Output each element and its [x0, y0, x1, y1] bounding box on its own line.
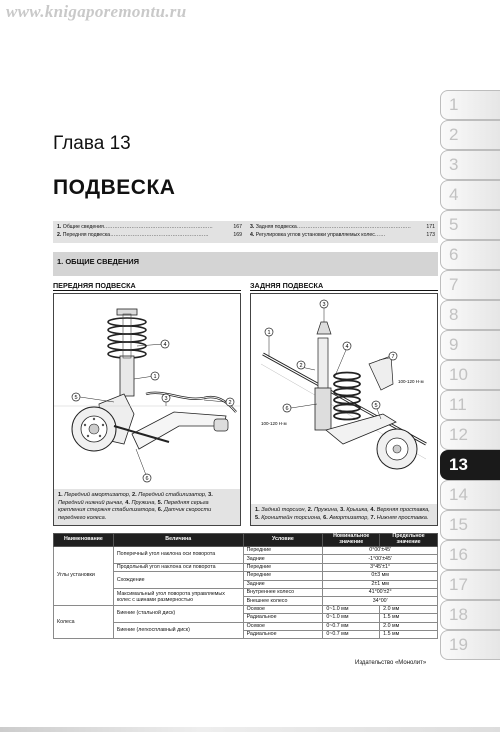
column-header: Величина	[113, 534, 243, 547]
callout-marker	[265, 328, 273, 336]
nominal-cell: 41°00'±2°	[323, 588, 438, 596]
toc-num: 3.	[250, 224, 255, 230]
chapter-tab-12[interactable]: 12	[440, 420, 500, 450]
front-suspension-heading: ПЕРЕДНЯЯ ПОДВЕСКА	[53, 281, 136, 290]
callout-number: 5	[374, 403, 378, 409]
toc-text: Общие сведения	[62, 224, 104, 230]
chapter-tab-4[interactable]: 4	[440, 180, 500, 210]
caption-number: 1.	[58, 492, 65, 499]
caption-text: Кронштейн торсиона,	[261, 514, 324, 521]
caption-number: 6.	[323, 514, 330, 521]
section-heading: 1. ОБЩИЕ СВЕДЕНИЯ	[53, 252, 438, 276]
limit-cell: 1.5 мм	[380, 630, 438, 638]
callout-number: 7	[391, 354, 395, 360]
callout-marker	[283, 404, 291, 412]
toc-page: 169	[233, 232, 242, 238]
callout-number: 1	[153, 374, 157, 380]
condition-cell: Радиальное	[243, 614, 323, 622]
condition-cell: Осевое	[243, 622, 323, 630]
toc-num: 4.	[250, 232, 255, 238]
callout-marker	[143, 474, 151, 482]
callout-number: 4	[345, 344, 349, 350]
caption-text: Амортизатор,	[329, 514, 371, 521]
callout-marker	[161, 340, 169, 348]
toc-column-left	[57, 223, 242, 239]
toc-page: 171	[426, 224, 435, 230]
limit-cell: 1.5 мм	[380, 614, 438, 622]
caption-number: 4.	[370, 507, 377, 514]
nominal-cell: 34°00'	[323, 597, 438, 605]
caption-text: Крышка,	[346, 507, 371, 514]
caption-text: Пружина,	[131, 499, 158, 506]
chapter-tab-16[interactable]: 16	[440, 540, 500, 570]
caption-text: Передний стабилизатор,	[138, 492, 209, 499]
caption-number: 2.	[307, 507, 314, 514]
rear-suspension-drawing	[251, 294, 438, 504]
caption-text: Пружина,	[313, 507, 341, 514]
callout-number: 1	[267, 330, 271, 336]
caption-text: Задний торсион,	[261, 507, 308, 514]
caption-number: 7.	[370, 514, 377, 521]
column-header: Условие	[243, 534, 323, 547]
column-header: Номинальное значение	[323, 534, 380, 547]
caption-number: 5.	[255, 514, 262, 521]
column-header: Наименование	[54, 534, 114, 547]
suspension-spec-table	[53, 533, 438, 639]
nominal-cell: 0~0.7 мм	[323, 630, 380, 638]
chapter-tab-17[interactable]: 17	[440, 570, 500, 600]
table-header-row	[54, 534, 438, 547]
chapter-tab-1[interactable]: 1	[440, 90, 500, 120]
table-row	[54, 605, 438, 613]
callout-number: 3	[322, 302, 326, 308]
callout-marker	[162, 394, 170, 402]
caption-number: 2.	[132, 492, 139, 499]
heading-rule	[250, 290, 438, 291]
chapter-tabs	[440, 90, 500, 660]
watermark: www.knigaporemontu.ru	[6, 2, 187, 21]
heading-rule	[53, 290, 241, 291]
chapter-tab-10[interactable]: 10	[440, 360, 500, 390]
quantity-cell: Биение (стальной диск)	[113, 605, 243, 622]
nominal-cell: 0°00'±45'	[323, 547, 438, 555]
condition-cell: Передние	[243, 563, 323, 571]
table-of-contents	[53, 221, 438, 243]
callout-marker	[343, 342, 351, 350]
chapter-tab-19[interactable]: 19	[440, 630, 500, 660]
nominal-cell: -1°00'±45'	[323, 555, 438, 563]
condition-cell: Осевое	[243, 605, 323, 613]
chapter-label: Глава 13	[53, 133, 131, 154]
front-suspension-figure	[53, 293, 241, 526]
toc-item[interactable]: 4. Регулировка углов установки управляемых колес…… 173	[250, 232, 435, 238]
callout-number: 3	[164, 396, 168, 402]
chapter-tab-14[interactable]: 14	[440, 480, 500, 510]
callout-marker	[297, 361, 305, 369]
nominal-cell: 0~0.7 мм	[323, 622, 380, 630]
toc-num: 1.	[57, 224, 62, 230]
chapter-tab-18[interactable]: 18	[440, 600, 500, 630]
condition-cell: Передние	[243, 572, 323, 580]
callout-marker	[389, 352, 397, 360]
condition-cell: Внешнее колесо	[243, 597, 323, 605]
chapter-tab-11[interactable]: 11	[440, 390, 500, 420]
toc-item[interactable]: 3. Задняя подвеска………………………………………………………… 171	[250, 224, 435, 230]
callout-number: 2	[228, 400, 232, 406]
caption-number: 1.	[255, 507, 262, 514]
caption-number: 4.	[125, 499, 132, 506]
condition-cell: Передние	[243, 547, 323, 555]
toc-page: 173	[426, 232, 435, 238]
caption-text: Передняя серьга крепления стержня стабилизатора,	[58, 499, 209, 514]
chapter-tab-8[interactable]: 8	[440, 300, 500, 330]
nominal-cell: 3°45'±1°	[323, 563, 438, 571]
torque-label: 100-120 Н·м	[261, 421, 287, 426]
toc-text: Передняя подвеска	[62, 232, 111, 238]
rear-figure-caption	[251, 504, 437, 525]
caption-number: 6.	[157, 507, 164, 514]
callout-number: 6	[285, 406, 289, 412]
toc-text: Регулировка углов установки управляемых колес	[255, 232, 375, 238]
caption-number: 5.	[157, 499, 164, 506]
quantity-cell: Продольный угол наклона оси поворота	[113, 563, 243, 571]
caption-text: Датчик скорости переднего колеса.	[58, 507, 212, 521]
caption-number: 3.	[208, 492, 213, 499]
nominal-cell: 0~1.0 мм	[323, 614, 380, 622]
toc-page: 167	[233, 224, 242, 230]
chapter-tab-13[interactable]: 13	[440, 450, 500, 480]
rear-suspension-heading: ЗАДНЯЯ ПОДВЕСКА	[250, 281, 324, 290]
column-header: Предельное значение	[380, 534, 438, 547]
quantity-cell: Биение (легкосплавный диск)	[113, 622, 243, 639]
group-cell: Колеса	[54, 605, 114, 639]
toc-item[interactable]: 1. Общие сведения……………………………………………………… 167	[57, 224, 242, 230]
rear-suspension-figure	[250, 293, 438, 526]
footer-strip	[0, 727, 500, 732]
nominal-cell: 0±3 мм	[323, 572, 438, 580]
callout-number: 2	[299, 363, 303, 369]
chapter-tab-7[interactable]: 7	[440, 270, 500, 300]
chapter-tab-2[interactable]: 2	[440, 120, 500, 150]
caption-text: Нижняя проставка.	[376, 514, 429, 521]
callout-marker	[72, 393, 80, 401]
caption-text: Передний амортизатор,	[64, 492, 133, 499]
quantity-cell: Схождение	[113, 572, 243, 589]
torque-label: 100-120 Н·м	[398, 379, 424, 384]
condition-cell: Задние	[243, 555, 323, 563]
caption-text: Верхняя проставка,	[376, 507, 430, 514]
condition-cell: Задние	[243, 580, 323, 588]
toc-num: 2.	[57, 232, 62, 238]
publisher-credit: Издательство «Монолит»	[355, 660, 427, 666]
front-suspension-drawing	[54, 294, 241, 494]
caption-text: Передний нижний рычаг,	[58, 499, 126, 506]
chapter-tab-5[interactable]: 5	[440, 210, 500, 240]
nominal-cell: 0~1.0 мм	[323, 605, 380, 613]
limit-cell: 2.0 мм	[380, 605, 438, 613]
toc-column-right	[250, 223, 435, 239]
nominal-cell: 2±1 мм	[323, 580, 438, 588]
quantity-cell: Максимальный угол поворота управляемых колес с шинами размерностью	[113, 588, 243, 605]
toc-item[interactable]: 2. Передняя подвеска………………………………………………… 169	[57, 232, 242, 238]
group-cell: Углы установки	[54, 547, 114, 606]
page-title: ПОДВЕСКА	[53, 176, 176, 199]
chapter-tab-15[interactable]: 15	[440, 510, 500, 540]
chapter-tab-6[interactable]: 6	[440, 240, 500, 270]
condition-cell: Радиальное	[243, 630, 323, 638]
chapter-tab-3[interactable]: 3	[440, 150, 500, 180]
table-row	[54, 547, 438, 555]
callout-number: 4	[163, 342, 167, 348]
quantity-cell: Поперечный угол наклона оси поворота	[113, 547, 243, 564]
callout-marker	[226, 398, 234, 406]
chapter-tab-9[interactable]: 9	[440, 330, 500, 360]
callout-marker	[151, 372, 159, 380]
callout-number: 6	[145, 476, 149, 482]
limit-cell: 2.0 мм	[380, 622, 438, 630]
callout-number: 5	[74, 395, 78, 401]
callout-marker	[320, 300, 328, 308]
condition-cell: Внутреннее колесо	[243, 588, 323, 596]
caption-number: 3.	[340, 507, 347, 514]
front-figure-caption	[54, 489, 240, 525]
callout-marker	[372, 401, 380, 409]
toc-text: Задняя подвеска	[255, 224, 297, 230]
